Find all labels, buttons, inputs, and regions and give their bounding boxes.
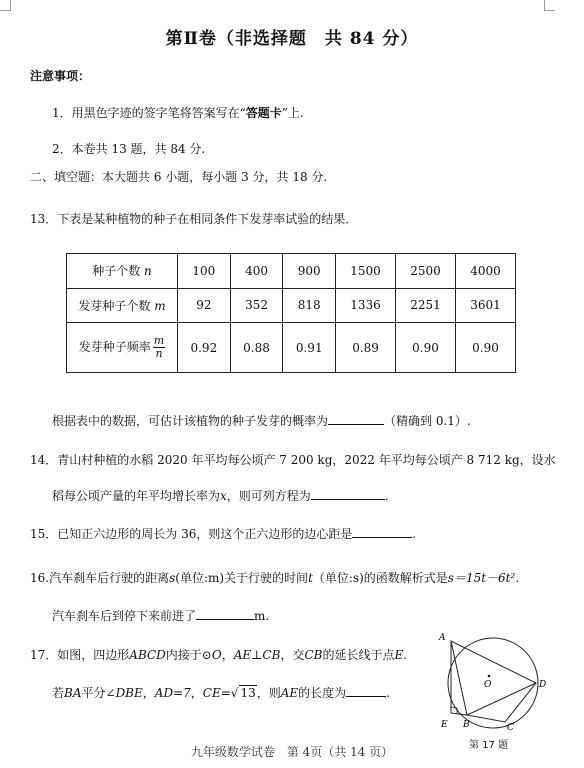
quadrilateral-abcd bbox=[451, 641, 536, 722]
label-c: C bbox=[507, 723, 514, 733]
question-13-text: 13．下表是某种植物的种子在相同条件下发芽率试验的结果． bbox=[30, 212, 358, 226]
table-cell: 0.88 bbox=[230, 323, 283, 373]
figure-caption: 第 17 题 bbox=[469, 740, 509, 751]
answer-blank[interactable] bbox=[196, 608, 254, 620]
question-17-figure bbox=[430, 626, 550, 736]
label-e: E bbox=[441, 720, 448, 730]
question-16-line-2: 汽车刹车后到停下来前进了 m. bbox=[52, 609, 270, 623]
extension-ce bbox=[451, 713, 467, 715]
germination-table bbox=[66, 253, 516, 373]
table-cell: 0.90 bbox=[456, 323, 516, 373]
answer-blank[interactable] bbox=[352, 526, 412, 538]
label-o: O bbox=[484, 680, 492, 690]
center-dot bbox=[488, 675, 491, 678]
crop-mark-top-right bbox=[544, 0, 555, 11]
table-cell: 0.89 bbox=[336, 323, 396, 373]
table-cell: 400 bbox=[230, 254, 283, 289]
page-title: 第Ⅱ卷（非选择题 共 84 分） bbox=[165, 29, 419, 49]
label-b: B bbox=[463, 720, 470, 730]
notes-heading: 注意事项： bbox=[30, 69, 91, 83]
table-cell: 2500 bbox=[396, 254, 456, 289]
fraction-m-over-n: $\frac{m}{n}$ bbox=[153, 334, 165, 361]
note-item-2: 2．本卷共 13 题，共 84 分. bbox=[52, 142, 206, 156]
question-14-line-2: 稻每公顷产量的年平均增长率为x，则可列方程为 . bbox=[52, 489, 389, 503]
label-d: D bbox=[539, 680, 547, 690]
table-cell: 2251 bbox=[396, 288, 456, 323]
row-header-germinated-count: 发芽种子个数 m bbox=[67, 288, 178, 323]
page-footer: 九年级数学试卷 第 4页（共 14 页） bbox=[190, 745, 394, 759]
question-13-answer-line: 根据表中的数据，可估计该植物的种子发芽的概率为 （精确到 0.1）. bbox=[52, 414, 471, 428]
answer-blank[interactable] bbox=[311, 488, 385, 500]
table-cell: 1336 bbox=[336, 288, 396, 323]
row-header-germination-rate: 发芽种子频率 $\frac{m}{n}$ bbox=[67, 323, 178, 373]
diagonal-bd bbox=[467, 683, 536, 715]
section-heading: 二、填空题：本大题共 6 小题，每小题 3 分，共 18 分. bbox=[30, 170, 328, 184]
table-row bbox=[67, 254, 516, 289]
answer-blank[interactable] bbox=[328, 413, 384, 425]
crop-mark-top-left bbox=[0, 0, 11, 11]
table-cell: 1500 bbox=[336, 254, 396, 289]
table-cell: 92 bbox=[178, 288, 231, 323]
table-cell: 0.91 bbox=[283, 323, 336, 373]
table-cell: 900 bbox=[283, 254, 336, 289]
row-header-seed-count: 种子个数 n bbox=[67, 254, 178, 289]
sqrt-symbol: √ bbox=[230, 686, 239, 700]
table-cell: 352 bbox=[230, 288, 283, 323]
note-item-1: 1．用黑色字迹的签字笔将答案写在“答题卡”上. bbox=[52, 106, 304, 120]
question-16-line-1: 16.汽车刹车后行驶的距离s(单位:m)关于行驶的时间t（单位:s)的函数解析式是s＝15t－6t². bbox=[30, 571, 520, 585]
table-cell: 0.90 bbox=[396, 323, 456, 373]
table-cell: 100 bbox=[178, 254, 231, 289]
table-cell: 3601 bbox=[456, 288, 516, 323]
question-14-line-1: 14．青山村种植的水稻 2020 年平均每公顷产 7 200 kg，2022 年平均每公顷产 8 712 kg，设水 bbox=[30, 453, 556, 467]
question-15: 15．已知正六边形的周长为 36，则这个正六边形的边心距是 . bbox=[30, 527, 417, 541]
table-cell: 4000 bbox=[456, 254, 516, 289]
question-17-line-2: 若BA平分∠DBE，AD=7，CE=√ 13，则AE的长度为 . bbox=[52, 686, 391, 700]
answer-blank[interactable] bbox=[346, 685, 386, 697]
table-cell: 0.92 bbox=[178, 323, 231, 373]
table-cell: 818 bbox=[283, 288, 336, 323]
table-row bbox=[67, 288, 516, 323]
question-17-line-1: 17．如图，四边形ABCD内接于⊙O，AE⊥CB，交CB的延长线于点E. bbox=[30, 648, 408, 662]
label-a: A bbox=[439, 633, 446, 643]
table-row bbox=[67, 323, 516, 373]
